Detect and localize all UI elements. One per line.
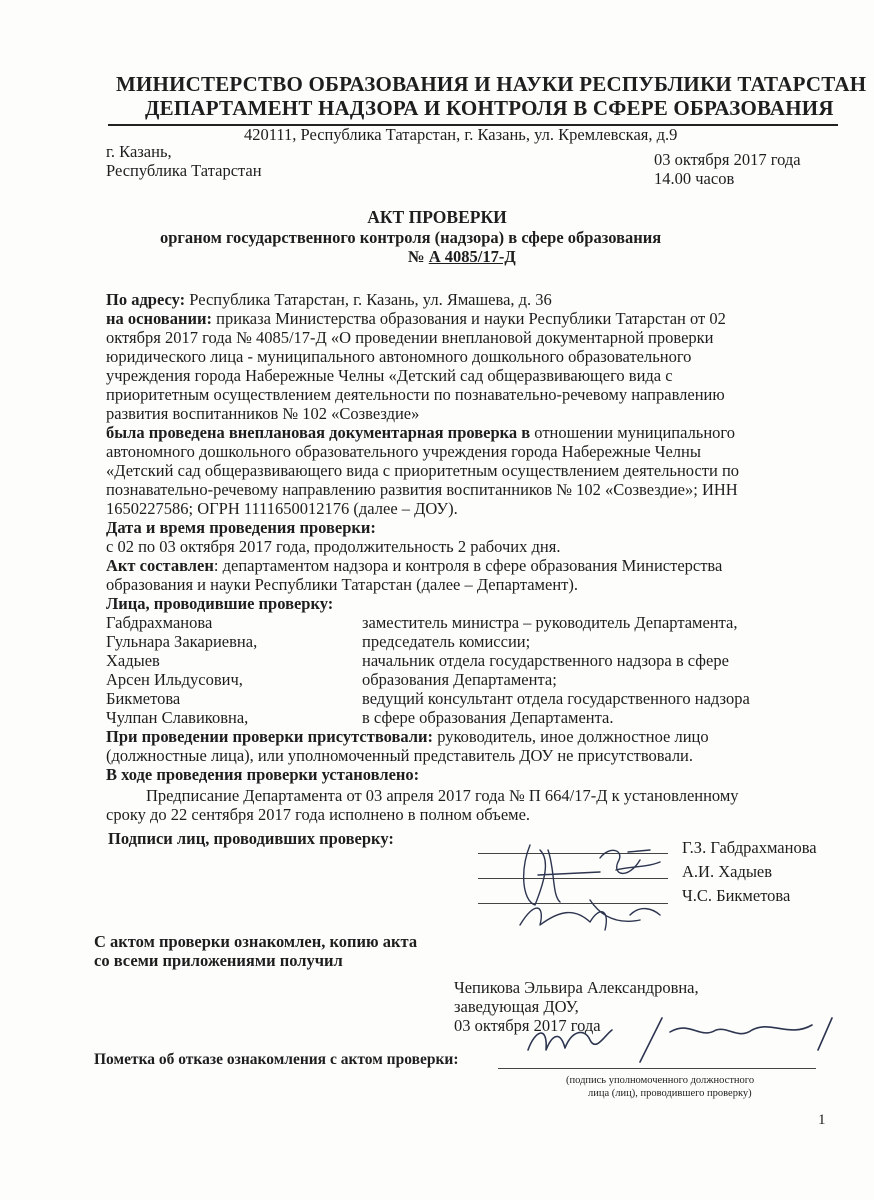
recipient-date: 03 октября 2017 года	[454, 1016, 601, 1035]
department-title: ДЕПАРТАМЕНТ НАДЗОРА И КОНТРОЛЯ В СФЕРЕ ОБРАЗОВАНИЯ	[145, 96, 834, 120]
period-label: Дата и время проведения проверки:	[106, 518, 376, 537]
act-title: АКТ ПРОВЕРКИ	[367, 207, 507, 227]
presence-line-2: (должностные лица), или уполномоченный представитель ДОУ не присутствовали.	[106, 746, 694, 765]
period-value: с 02 по 03 октября 2017 года, продолжительность 2 рабочих дня.	[106, 537, 561, 556]
signatory-2: А.И. Хадыев	[682, 862, 773, 881]
inspector-1-name: Гульнара Закариевна,	[106, 632, 258, 651]
findings-line-1: Предписание Департамента от 03 апреля 2017 года № П 664/17-Д к установленному	[146, 786, 739, 805]
findings-label: В ходе проведения проверки установлено:	[106, 765, 420, 784]
region: Республика Татарстан	[106, 161, 262, 180]
acquaint-line-1: С актом проверки ознакомлен, копию акта	[94, 932, 418, 951]
compiled-line-1: Акт составлен: департаментом надзора и контроля в сфере образования Министерства	[106, 556, 723, 575]
page-number: 1	[818, 1112, 826, 1128]
recipient-name: Чепикова Эльвира Александровна,	[454, 978, 699, 997]
recipient-position: заведующая ДОУ,	[454, 997, 579, 1016]
findings-line-2: сроку до 22 сентября 2017 года исполнено в полном объеме.	[106, 805, 531, 824]
basis-line-3: юридического лица - муниципального автономного дошкольного образовательного	[106, 347, 692, 366]
basis-line-4: учреждения города Набережные Челны «Детский сад общеразвивающего вида с	[106, 366, 673, 385]
act-time: 14.00 часов	[654, 169, 735, 188]
inspector-3-surname: Бикметова	[106, 689, 181, 708]
inspection-line-4: познавательно-речевому направлению развития воспитанников № 102 «Созвездие»; ИНН	[106, 480, 738, 499]
inspector-2-position-2: образования Департамента;	[362, 670, 557, 689]
act-number: № А 4085/17-Д	[408, 247, 516, 266]
refusal-caption-1: (подпись уполномоченного должностного	[566, 1075, 755, 1086]
basis-line-6: развития воспитанников № 102 «Созвездие»	[106, 404, 420, 423]
inspector-2-position-1: начальник отдела государственного надзора в сфере	[362, 651, 729, 670]
acquaint-line-2: со всеми приложениями получил	[94, 951, 343, 970]
presence-line-1: При проведении проверки присутствовали: руководитель, иное должностное лицо	[106, 727, 709, 746]
inspection-line-1: была проведена внеплановая документарная проверка в отношении муниципального	[106, 423, 736, 442]
act-subtitle: органом государственного контроля (надзора) в сфере образования	[160, 228, 662, 247]
inspection-line-3: «Детский сад общеразвивающего вида с приоритетным осуществлением деятельности по	[106, 461, 740, 480]
act-date: 03 октября 2017 года	[654, 150, 801, 169]
basis-line-2: октября 2017 года № 4085/17-Д «О проведении внеплановой документарной проверки	[106, 328, 714, 347]
ministry-title: МИНИСТЕРСТВО ОБРАЗОВАНИЯ И НАУКИ РЕСПУБЛИКИ ТАТАРСТАН	[116, 72, 867, 96]
inspector-1-position-1: заместитель министра – руководитель Департамента,	[362, 613, 738, 632]
signatory-1: Г.З. Габдрахманова	[682, 838, 817, 857]
inspector-3-position-1: ведущий консультант отдела государственного надзора	[362, 689, 750, 708]
inspection-address: По адресу: Республика Татарстан, г. Казань, ул. Ямашева, д. 36	[106, 290, 552, 309]
refusal-caption-2: лица (лиц), проводившего проверку)	[588, 1088, 752, 1099]
inspector-3-position-2: в сфере образования Департамента.	[362, 708, 614, 727]
inspector-1-surname: Габдрахманова	[106, 613, 213, 632]
inspection-line-2: автономного дошкольного образовательного учреждения города Набережные Челны	[106, 442, 701, 461]
department-address: 420111, Республика Татарстан, г. Казань, ул. Кремлевская, д.9	[244, 125, 678, 144]
basis-line-5: приоритетным осуществлением деятельности по познавательно-речевому направлению	[106, 385, 725, 404]
inspector-1-position-2: председатель комиссии;	[362, 632, 531, 651]
basis-line-1: на основании: приказа Министерства образования и науки Республики Татарстан от 02	[106, 309, 726, 328]
refusal-label: Пометка об отказе ознакомления с актом проверки:	[94, 1051, 459, 1068]
refusal-signature-line	[498, 1068, 816, 1069]
inspector-2-surname: Хадыев	[106, 651, 160, 670]
signatures-label: Подписи лиц, проводивших проверку:	[108, 829, 394, 848]
persons-label: Лица, проводившие проверку:	[106, 594, 334, 613]
compiled-line-2: образования и науки Республики Татарстан (далее – Департамент).	[106, 575, 578, 594]
inspector-2-name: Арсен Ильдусович,	[106, 670, 243, 689]
signatory-3: Ч.С. Бикметова	[682, 886, 791, 905]
inspection-line-5: 1650227586; ОГРН 1111650012176 (далее – ДОУ).	[106, 499, 458, 518]
city: г. Казань,	[106, 142, 172, 161]
inspector-3-name: Чулпан Славиковна,	[106, 708, 249, 727]
